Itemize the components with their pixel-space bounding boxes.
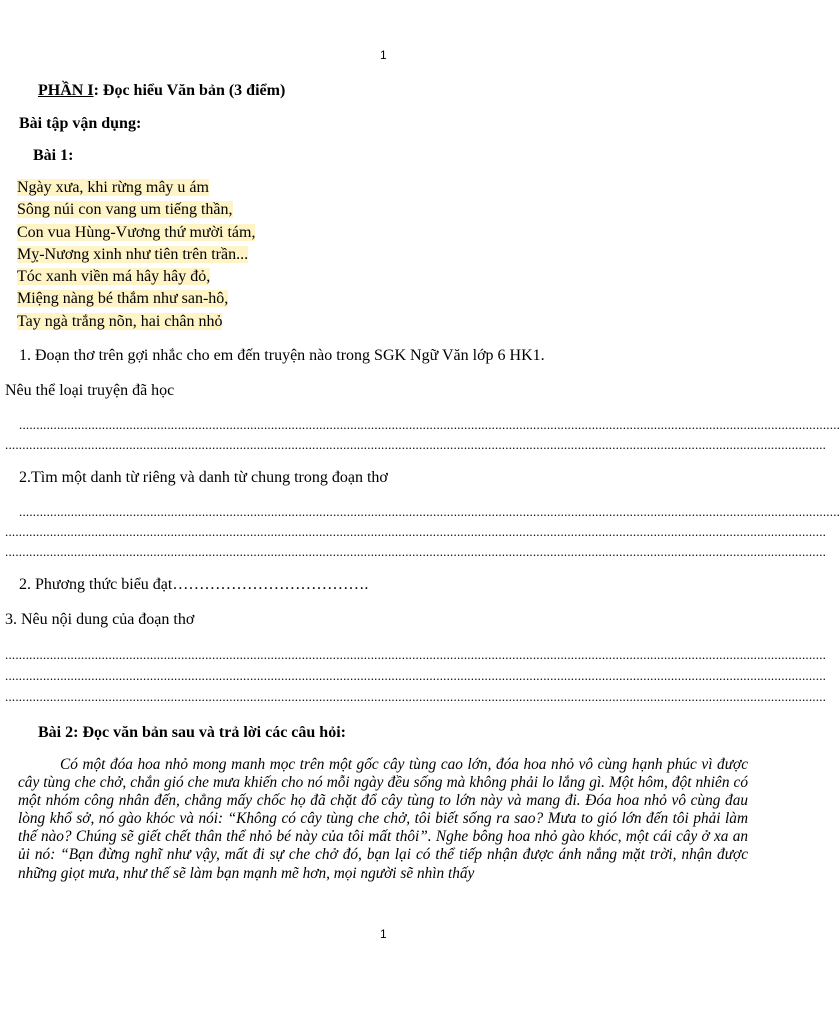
question-1: 1. Đoạn thơ trên gợi nhắc cho em đến truyện nào trong SGK Ngữ Văn lớp 6 HK1. <box>19 347 545 364</box>
subheading: Bài tập vận dụng: <box>19 115 142 132</box>
question-2: 2.Tìm một danh từ riêng và danh từ chung trong đoạn thơ <box>19 469 388 486</box>
answer-line[interactable]: .............................................................................................................................................................................................................................................. <box>5 668 827 683</box>
poem-line: Tóc xanh viền má hây hây đỏ, <box>17 268 211 286</box>
bai1-title: Bài 1: <box>33 147 74 164</box>
answer-line[interactable]: .............................................................................................................................................................................................................................................. <box>5 647 827 662</box>
bai2-title: Bài 2: Đọc văn bản sau và trả lời các câu hỏi: <box>38 724 346 741</box>
poem-line: Mỵ-Nương xinh như tiên trên trần... <box>17 245 249 263</box>
answer-line[interactable]: .............................................................................................................................................................................................................................................. <box>5 544 827 559</box>
section-heading <box>38 81 285 101</box>
answer-line[interactable]: .............................................................................................................................................................................................................................................. <box>5 437 827 452</box>
answer-line[interactable]: .............................................................................................................................................................................................................................................. <box>5 689 827 704</box>
poem-line: Con vua Hùng-Vương thứ mười tám, <box>17 223 256 241</box>
question-4: 3. Nêu nội dung của đoạn thơ <box>5 611 195 628</box>
question-1-continued: Nêu thể loại truyện đã học <box>5 382 175 399</box>
answer-line[interactable]: .............................................................................................................................................................................................................................................. <box>19 504 840 519</box>
poem-line: Ngày xưa, khi rừng mây u ám <box>17 179 209 196</box>
answer-line[interactable]: .............................................................................................................................................................................................................................................. <box>5 524 827 539</box>
poem-line: Miệng nàng bé thắm như san-hô, <box>17 290 229 308</box>
poem-line: Tay ngà trắng nõn, hai chân nhỏ <box>17 312 223 330</box>
page-number-top: 1 <box>380 48 387 62</box>
question-3: 2. Phương thức biểu đạt………………………………. <box>19 576 369 593</box>
poem-line: Sông núi con vang um tiếng thần, <box>17 201 233 219</box>
section-title: : Đọc hiểu Văn bản (3 điểm) <box>93 82 286 99</box>
answer-line[interactable]: .............................................................................................................................................................................................................................................. <box>19 417 840 432</box>
section-label: PHẦN I <box>38 82 94 99</box>
page-number-bottom: 1 <box>380 927 387 941</box>
poem <box>17 177 255 333</box>
story-paragraph: Có một đóa hoa nhỏ mong manh mọc trên một gốc cây tùng cao lớn, đóa hoa nhỏ vô cùng hạnh phúc vì được cây tùng che chở, chắn gió che mưa khiến cho nó mỗi ngày đều sống mà không phải lo lắng gì. Một hôm, đột nhiên có một nhóm công nhân đến, chẳng mấy chốc họ đã chặt đổ cây tùng to lớn này và mang đi. Đóa hoa nhỏ vô cùng đau lòng khổ sở, nó gào khóc và nói: “Không có cây tùng che chở, tôi biết sống ra sao? Mưa to gió lớn đến tôi phải làm thế nào? Chúng sẽ giết chết thân thể nhỏ bé này của tôi mất thôi”. Nghe bông hoa nhỏ gào khóc, một cái cây ở xa an ủi nó: “Bạn đừng nghĩ như vậy, mất đi sự che chở đó, bạn lại có thể tiếp nhận được ánh nắng mặt trời, nhận được những giọt mưa, như thế sẽ làm bạn mạnh mẽ hơn, mọi người sẽ nhìn thấy <box>18 756 748 882</box>
